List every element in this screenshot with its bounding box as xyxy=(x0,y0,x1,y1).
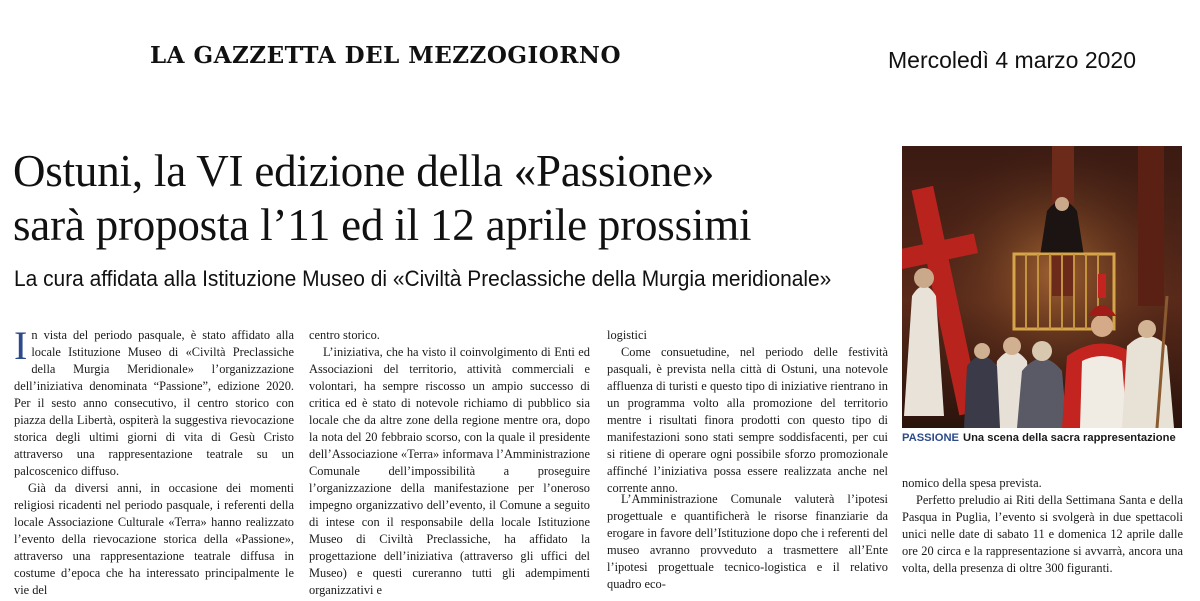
paragraph xyxy=(14,323,294,480)
article-headline xyxy=(13,144,893,252)
caption-text: Una scena della sacra rappresentazione xyxy=(963,432,1176,444)
article-column-2 xyxy=(309,327,590,599)
caption-keyword: PASSIONE xyxy=(902,432,959,444)
article-subheadline: La cura affidata alla Istituzione Museo di «Civiltà Preclassiche della Murgia meridionale» xyxy=(14,266,832,291)
passion-scene-photo xyxy=(902,146,1182,428)
photo-illustration xyxy=(902,146,1182,428)
paragraph: centro storico. xyxy=(309,328,380,342)
newspaper-masthead: LA GAZZETTA DEL MEZZOGIORNO xyxy=(150,42,621,69)
publication-date: Mercoledì 4 marzo 2020 xyxy=(888,47,1137,73)
paragraph: Perfetto preludio ai Riti della Settimana Santa e della Pasqua in Puglia, l’evento si svolgerà in due spettacoli unici nelle date di sabato 11 e domenica 12 aprile dalle ore 20 circa e la rappresentazione si avvarrà, ancora una volta, della presenza di oltre 300 figuranti. xyxy=(902,493,1183,575)
paragraph: L’iniziativa, che ha visto il coinvolgimento di Enti ed Associazioni del territorio, attività commerciali e volontari, ha sempre riscosso un ampio successo di critica ed è stato di notevole richiamo di pubblico sia locale che da altre zone della regione mentre ora, dopo la nota del 20 febbraio scorso, con la quale il presidente dell’Associazione «Terra» informava l’Amministrazione Comunale dell’impossibilità a proseguire l’organizzazione della manifestazione per l’oneroso impegno organizzativo dell’evento, il Comune a seguito di intese con il responsabile della locale Istituzione Museo di Civiltà Preclassiche, ha affidato la progettazione dell’iniziativa (attraverso gli uffici del Museo) e questi cureranno tutti gli adempimenti organizzativi e xyxy=(309,345,590,597)
dropcap: I xyxy=(14,323,28,368)
headline-line-2: sarà proposta l’11 ed il 12 aprile prossimi xyxy=(13,200,752,250)
paragraph: Già da diversi anni, in occasione dei momenti religiosi ricadenti nel periodo pasquale, i referenti della locale Associazione Culturale «Terra» hanno realizzato l’evento della rievocazione storica della «Passione», attraverso una rappresentazione teatrale diffusa in costume d’epoca che ha interessato principalmente le vie del xyxy=(14,481,294,597)
photo-caption xyxy=(902,432,1184,444)
paragraph: nomico della spesa prevista. xyxy=(902,476,1042,490)
article-column-1 xyxy=(14,323,294,599)
paragraph: logistici xyxy=(607,328,647,342)
article-column-3-continued xyxy=(607,491,888,593)
paragraph: L’Amministrazione Comunale valuterà l’ipotesi progettuale e quantificherà le risorse finanziarie da erogare in favore dell’Istituzione dopo che i referenti del museo avranno provveduto a trasmettere all’Ente l’ipotesi progettuale tecnico-logistica e il relativo quadro eco- xyxy=(607,492,888,591)
paragraph-text: n vista del periodo pasquale, è stato affidato alla locale Istituzione Museo di «Civiltà Preclassiche della Murgia Meridionale» l’organizzazione dell’iniziativa denominata “Passione”, edizione 2020. Per il sesto anno consecutivo, il centro storico con piazza della Libertà, ospiterà la suggestiva rievocazione storica degli ultimi giorni di vita di Gesù Cristo attraverso una rappresentazione teatrale su un palcoscenico diffuso. xyxy=(14,328,294,478)
article-column-4 xyxy=(902,475,1183,577)
headline-line-1: Ostuni, la VI edizione della «Passione» xyxy=(13,146,715,196)
paragraph: Come consuetudine, nel periodo delle festività pasquali, è prevista nella città di Ostuni, una notevole affluenza di turisti e questo tipo di iniziative rientrano in un programma volto alla promozione del territorio mentre i risultati finora prodotti con questo tipo di manifestazioni sono stati sempre soddisfacenti, per cui si ritiene di operare ogni possibile sforzo promozionale affinché l’iniziativa possa essere realizzata anche nel corrente anno. xyxy=(607,345,888,495)
article-column-3 xyxy=(607,327,888,497)
